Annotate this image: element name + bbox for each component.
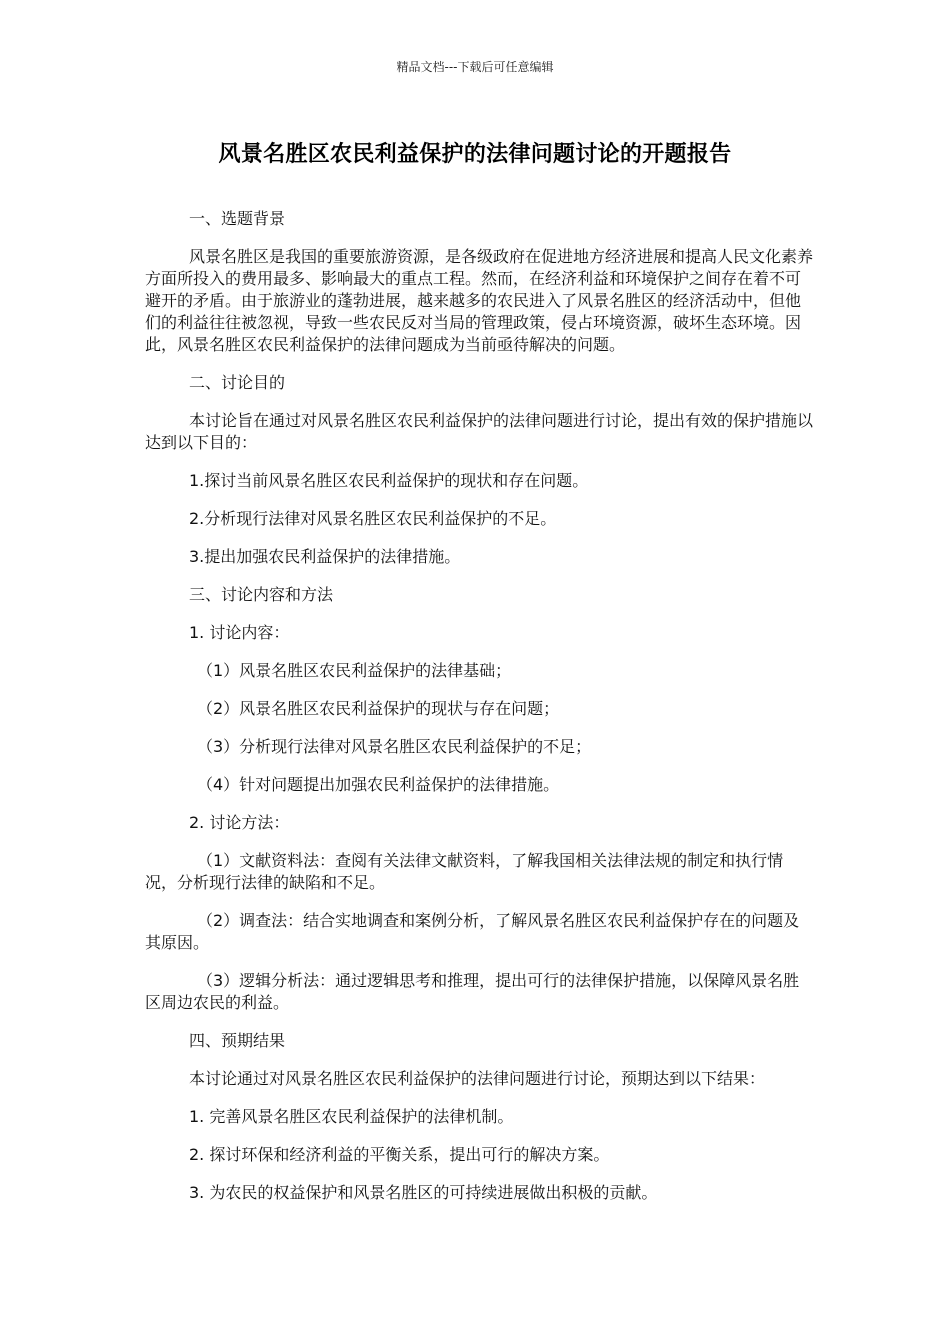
results-item: 2. 探讨环保和经济利益的平衡关系，提出可行的解决方案。 [189,1145,610,1164]
method-subheading: 2. 讨论方法： [189,813,290,832]
purpose-intro: 本讨论旨在通过对风景名胜区农民利益保护的法律问题进行讨论，提出有效的保护措施以达到以下目的： [145,411,814,452]
content-item: （1）风景名胜区农民利益保护的法律基础； [197,661,512,680]
method-item: （3）逻辑分析法：通过逻辑思考和推理，提出可行的法律保护措施，以保障风景名胜区周边农民的利益。 [145,971,800,1012]
purpose-item: 1.探讨当前风景名胜区农民利益保护的现状和存在问题。 [189,471,589,490]
results-item: 3. 为农民的权益保护和风景名胜区的可持续进展做出积极的贡献。 [189,1183,658,1202]
section-heading-content-method: 三、讨论内容和方法 [189,585,334,604]
purpose-item: 3.提出加强农民利益保护的法律措施。 [189,547,461,566]
method-item: （1）文献资料法：查阅有关法律文献资料，了解我国相关法律法规的制定和执行情况，分析现行法律的缺陷和不足。 [145,851,784,892]
content-item: （2）风景名胜区农民利益保护的现状与存在问题； [197,699,560,718]
section-heading-purpose: 二、讨论目的 [189,373,286,392]
method-item: （2）调查法：结合实地调查和案例分析，了解风景名胜区农民利益保护存在的问题及其原因。 [145,911,800,952]
background-paragraph: 风景名胜区是我国的重要旅游资源，是各级政府在促进地方经济进展和提高人民文化素养方面所投入的费用最多、影响最大的重点工程。然而，在经济利益和环境保护之间存在着不可避开的矛盾。由于旅游业的蓬勃进展，越来越多的农民进入了风景名胜区的经济活动中，但他们的利益往往被忽视，导致一些农民反对当局的管理政策，侵占环境资源，破坏生态环境。因此，风景名胜区农民利益保护的法律问题成为当前亟待解决的问题。 [145,247,814,354]
section-heading-results: 四、预期结果 [189,1031,286,1050]
results-intro: 本讨论通过对风景名胜区农民利益保护的法律问题进行讨论，预期达到以下结果： [189,1069,766,1088]
content-subheading: 1. 讨论内容： [189,623,290,642]
document-body [145,208,813,1220]
document-title: 风景名胜区农民利益保护的法律问题讨论的开题报告 [218,142,732,167]
page-header-note: 精品文档---下载后可任意编辑 [396,60,554,74]
purpose-item: 2.分析现行法律对风景名胜区农民利益保护的不足。 [189,509,557,528]
content-item: （3）分析现行法律对风景名胜区农民利益保护的不足； [197,737,592,756]
section-heading-background: 一、选题背景 [189,209,286,228]
results-item: 1. 完善风景名胜区农民利益保护的法律机制。 [189,1107,514,1126]
content-item: （4）针对问题提出加强农民利益保护的法律措施。 [197,775,560,794]
